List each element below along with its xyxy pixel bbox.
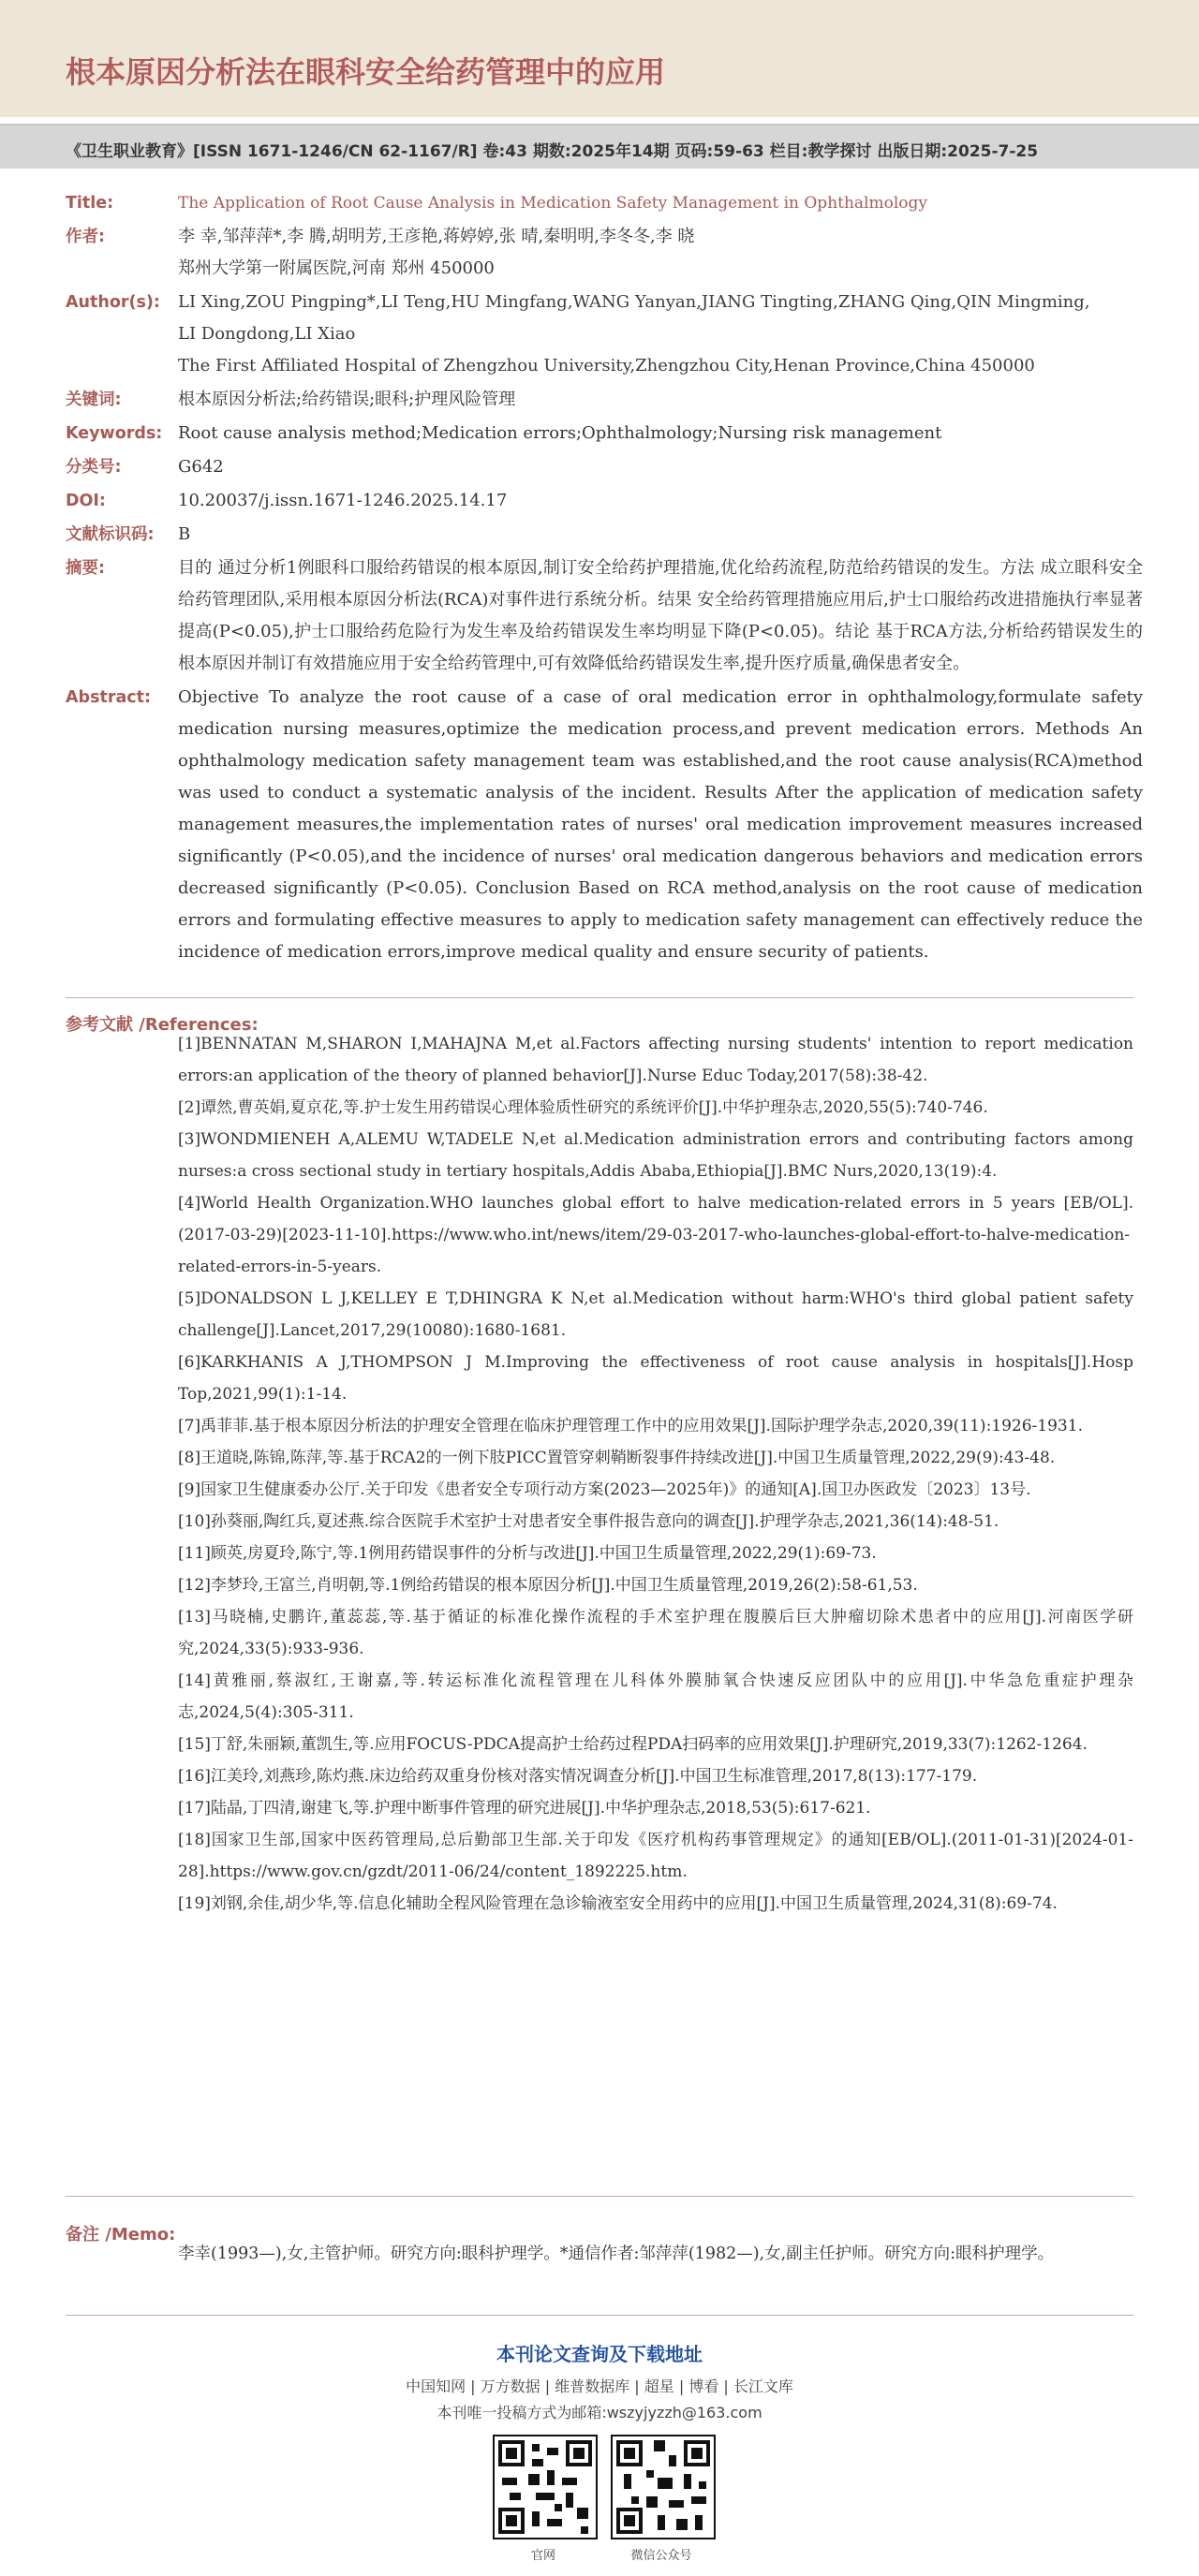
- journal-info-bar: [0, 124, 1199, 169]
- divider: [66, 2315, 1133, 2316]
- class-number: G642: [178, 457, 224, 477]
- doi-label: DOI:: [66, 492, 106, 510]
- keywords-en: Root cause analysis method;Medication errors;Ophthalmology;Nursing risk management: [178, 423, 942, 443]
- qr-code-icon: [495, 2436, 596, 2538]
- english-title[interactable]: The Application of Root Cause Analysis in Medication Safety Management in Ophthalmology: [178, 194, 928, 213]
- reference-item: [6]KARKHANIS A J,THOMPSON J M.Improving the effectiveness of root cause analysis in hospitals[J].Hosp Top,2021,99(1):1-14.: [178, 1353, 1133, 1404]
- submission-email[interactable]: 本刊唯一投稿方式为邮箱:wszyjyzzh@163.com: [437, 2404, 762, 2421]
- abstract-en-label: Abstract:: [66, 688, 152, 707]
- keywords-en-label: Keywords:: [66, 424, 163, 443]
- qr-code-website[interactable]: [493, 2435, 598, 2539]
- memo-heading: 备注 /Memo:: [66, 2225, 176, 2245]
- reference-item: [15]丁舒,朱丽颖,董凯生,等.应用FOCUS-PDCA提高护士给药过程PDA扫码率的应用效果[J].护理研究,2019,33(7):1262-1264.: [178, 1735, 1088, 1754]
- affiliation-cn: 郑州大学第一附属医院,河南 郑州 450000: [178, 258, 495, 278]
- reference-item: [11]顾英,房夏玲,陈宁,等.1例用药错误事件的分析与改进[J].中国卫生质量管理,2022,29(1):69-73.: [178, 1544, 877, 1563]
- doc-code: B: [178, 524, 191, 544]
- abstract-cn: 目的 通过分析1例眼科口服给药错误的根本原因,制订安全给药护理措施,优化给药流程,防范给药错误的发生。方法 成立眼科安全给药管理团队,采用根本原因分析法(RCA)对事件进行系统分析。结果 安全给药管理措施应用后,护士口服给药改进措施执行率显著提高(P<0.05),护士口服给药危险行为发生率及给药错误发生率均明显下降(P<0.05)。结论 基于RCA方法,分析给药错误发生的根本原因并制订有效措施应用于安全给药管理中,可有效降低给药错误发生率,提升医疗质量,确保患者安全。: [178, 558, 1143, 673]
- abstract-en: Objective To analyze the root cause of a case of oral medication error in ophthalmology,formulate safety medication nursing measures,optimize the medication process,and prevent medication errors. Methods An ophthalmology medication safety management team was established,and the root cause analysis(RCA)method was used to conduct a systematic analysis of the incident. Results After the application of medication safety management measures,the implementation rates of nurses' oral medication improvement measures increased significantly (P<0.05),and the incidence of nurses' oral medication dangerous behaviors and medication errors decreased significantly (P<0.05). Conclusion Based on RCA method,analysis on the root cause of medication errors and formulating effective measures to apply to medication safety management can effectively reduce the incidence of medication errors,improve medical quality and ensure security of patients.: [178, 687, 1143, 962]
- authors-en-line-1: LI Xing,ZOU Pingping*,LI Teng,HU Mingfang,WANG Yanyan,JIANG Tingting,ZHANG Qing,QIN Mingming,: [178, 292, 1090, 312]
- reference-item: [14]黄雅丽,蔡淑红,王谢嘉,等.转运标准化流程管理在儿科体外膜肺氧合快速反应团队中的应用[J].中华急危重症护理杂志,2024,5(4):305-311.: [178, 1671, 1133, 1722]
- reference-item: [7]禹菲菲.基于根本原因分析法的护理安全管理在临床护理管理工作中的应用效果[J].国际护理学杂志,2020,39(11):1926-1931.: [178, 1417, 1083, 1435]
- authors-en-label: Author(s):: [66, 293, 160, 312]
- article-header: [0, 0, 1199, 117]
- reference-item: [16]江美玲,刘燕珍,陈灼燕.床边给药双重身份核对落实情况调查分析[J].中国卫生标准管理,2017,8(13):177-179.: [178, 1767, 978, 1786]
- reference-item: [3]WONDMIENEH A,ALEMU W,TADELE N,et al.Medication administration errors and contributing factors among nurses:a cross sectional study in tertiary hospitals,Addis Ababa,Ethiopia[J].BMC Nurs,2020,13(19):4.: [178, 1130, 1133, 1181]
- reference-item: [17]陆晶,丁四清,谢建飞,等.护理中断事件管理的研究进展[J].中华护理杂志,2018,53(5):617-621.: [178, 1799, 871, 1818]
- authors-en-row: [66, 287, 1143, 382]
- reference-item: [2]谭然,曹英娟,夏京花,等.护士发生用药错误心理体验质性研究的系统评价[J].中华护理杂志,2020,55(5):740-746.: [178, 1098, 988, 1117]
- keywords-cn: 根本原因分析法;给药错误;眼科;护理风险管理: [178, 390, 516, 409]
- references-heading: 参考文献 /References:: [66, 1015, 259, 1035]
- keywords-cn-row: [66, 384, 1143, 416]
- reference-item: [13]马晓楠,史鹏许,董蕊蕊,等.基于循证的标准化操作流程的手术室护理在腹膜后巨大肿瘤切除术患者中的应用[J].河南医学研究,2024,33(5):933-936.: [178, 1608, 1133, 1658]
- reference-item: [12]李梦玲,王富兰,肖明朝,等.1例给药错误的根本原因分析[J].中国卫生质量管理,2019,26(2):58-61,53.: [178, 1576, 918, 1595]
- doi-row: [66, 485, 1143, 517]
- doc-code-row: [66, 519, 1143, 551]
- reference-item: [5]DONALDSON L J,KELLEY E T,DHINGRA K N,et al.Medication without harm:WHO's third global patient safety challenge[J].Lancet,2017,29(10080):1680-1681.: [178, 1289, 1133, 1340]
- divider: [66, 997, 1133, 998]
- qr-code-icon: [613, 2436, 714, 2538]
- article-title: 根本原因分析法在眼科安全给药管理中的应用: [66, 54, 666, 90]
- reference-list: [178, 1028, 1133, 1920]
- class-row: [66, 451, 1143, 483]
- abstract-cn-label: 摘要:: [66, 559, 105, 578]
- footer-title: 本刊论文查询及下载地址: [496, 2343, 703, 2365]
- abstract-cn-row: [66, 552, 1143, 680]
- reference-item: [8]王道晓,陈锦,陈萍,等.基于RCA2的一例下肢PICC置管穿刺鞘断裂事件持续改进[J].中国卫生质量管理,2022,29(9):43-48.: [178, 1449, 1056, 1467]
- authors-cn: 李 幸,邹萍萍*,李 腾,胡明芳,王彦艳,蒋婷婷,张 晴,秦明明,李冬冬,李 晓: [178, 227, 695, 246]
- qr-code-wechat[interactable]: [611, 2435, 716, 2539]
- keywords-en-row: [66, 418, 1143, 449]
- authors-en-line-2: LI Dongdong,LI Xiao: [178, 324, 356, 344]
- qr-caption-website: 官网: [530, 2549, 555, 2563]
- title-row: [66, 187, 1143, 219]
- reference-item: [1]BENNATAN M,SHARON I,MAHAJNA M,et al.Factors affecting nursing students' intention to report medication errors:an application of the theory of planned behavior[J].Nurse Educ Today,2017(58):38-42.: [178, 1035, 1133, 1085]
- memo-text: 李幸(1993—),女,主管护师。研究方向:眼科护理学。*通信作者:邹萍萍(1982—),女,副主任护师。研究方向:眼科护理学。: [178, 2245, 1055, 2263]
- qr-caption-wechat: 微信公众号: [630, 2549, 692, 2563]
- reference-item: [10]孙葵丽,陶红兵,夏述燕.综合医院手术室护士对患者安全事件报告意向的调查[J].护理学杂志,2021,36(14):48-51.: [178, 1512, 999, 1531]
- class-label: 分类号:: [66, 458, 122, 477]
- affiliation-en: The First Affiliated Hospital of Zhengzhou University,Zhengzhou City,Henan Province,China 450000: [178, 356, 1035, 375]
- journal-info: 《卫生职业教育》[ISSN 1671-1246/CN 62-1167/R] 卷:43 期数:2025年14期 页码:59-63 栏目:教学探讨 出版日期:2025-7-25: [66, 142, 1039, 161]
- database-list: 中国知网 | 万方数据 | 维普数据库 | 超星 | 博看 | 长江文库: [406, 2377, 793, 2395]
- article-metadata: [66, 187, 1143, 970]
- divider: [66, 2196, 1133, 2197]
- reference-item[interactable]: [18]国家卫生部,国家中医药管理局,总后勤部卫生部.关于印发《医疗机构药事管理规定》的通知[EB/OL].(2011-01-31)[2024-01-28].https://www.gov.cn/gzdt/2011-06/24/content_1892225.htm.: [178, 1831, 1133, 1881]
- abstract-en-row: [66, 682, 1143, 968]
- reference-item: [9]国家卫生健康委办公厅.关于印发《患者安全专项行动方案(2023—2025年)》的通知[A].国卫办医政发〔2023〕13号.: [178, 1480, 1031, 1499]
- authors-label: 作者:: [66, 228, 105, 246]
- doi-value[interactable]: 10.20037/j.issn.1671-1246.2025.14.17: [178, 491, 508, 510]
- authors-row: [66, 221, 1143, 285]
- reference-item[interactable]: [4]World Health Organization.WHO launches global effort to halve medication-related errors in 5 years [EB/OL].(2017-03-29)[2023-11-10].https://www.who.int/news/item/29-03-2017-who-launches-global-effort-to-halve-medication-related-errors-in-5-years.: [178, 1194, 1133, 1276]
- reference-item: [19]刘钢,余佳,胡少华,等.信息化辅助全程风险管理在急诊输液室安全用药中的应用[J].中国卫生质量管理,2024,31(8):69-74.: [178, 1894, 1058, 1913]
- keywords-cn-label: 关键词:: [66, 390, 122, 409]
- doc-code-label: 文献标识码:: [66, 525, 155, 544]
- title-label: Title:: [66, 194, 114, 213]
